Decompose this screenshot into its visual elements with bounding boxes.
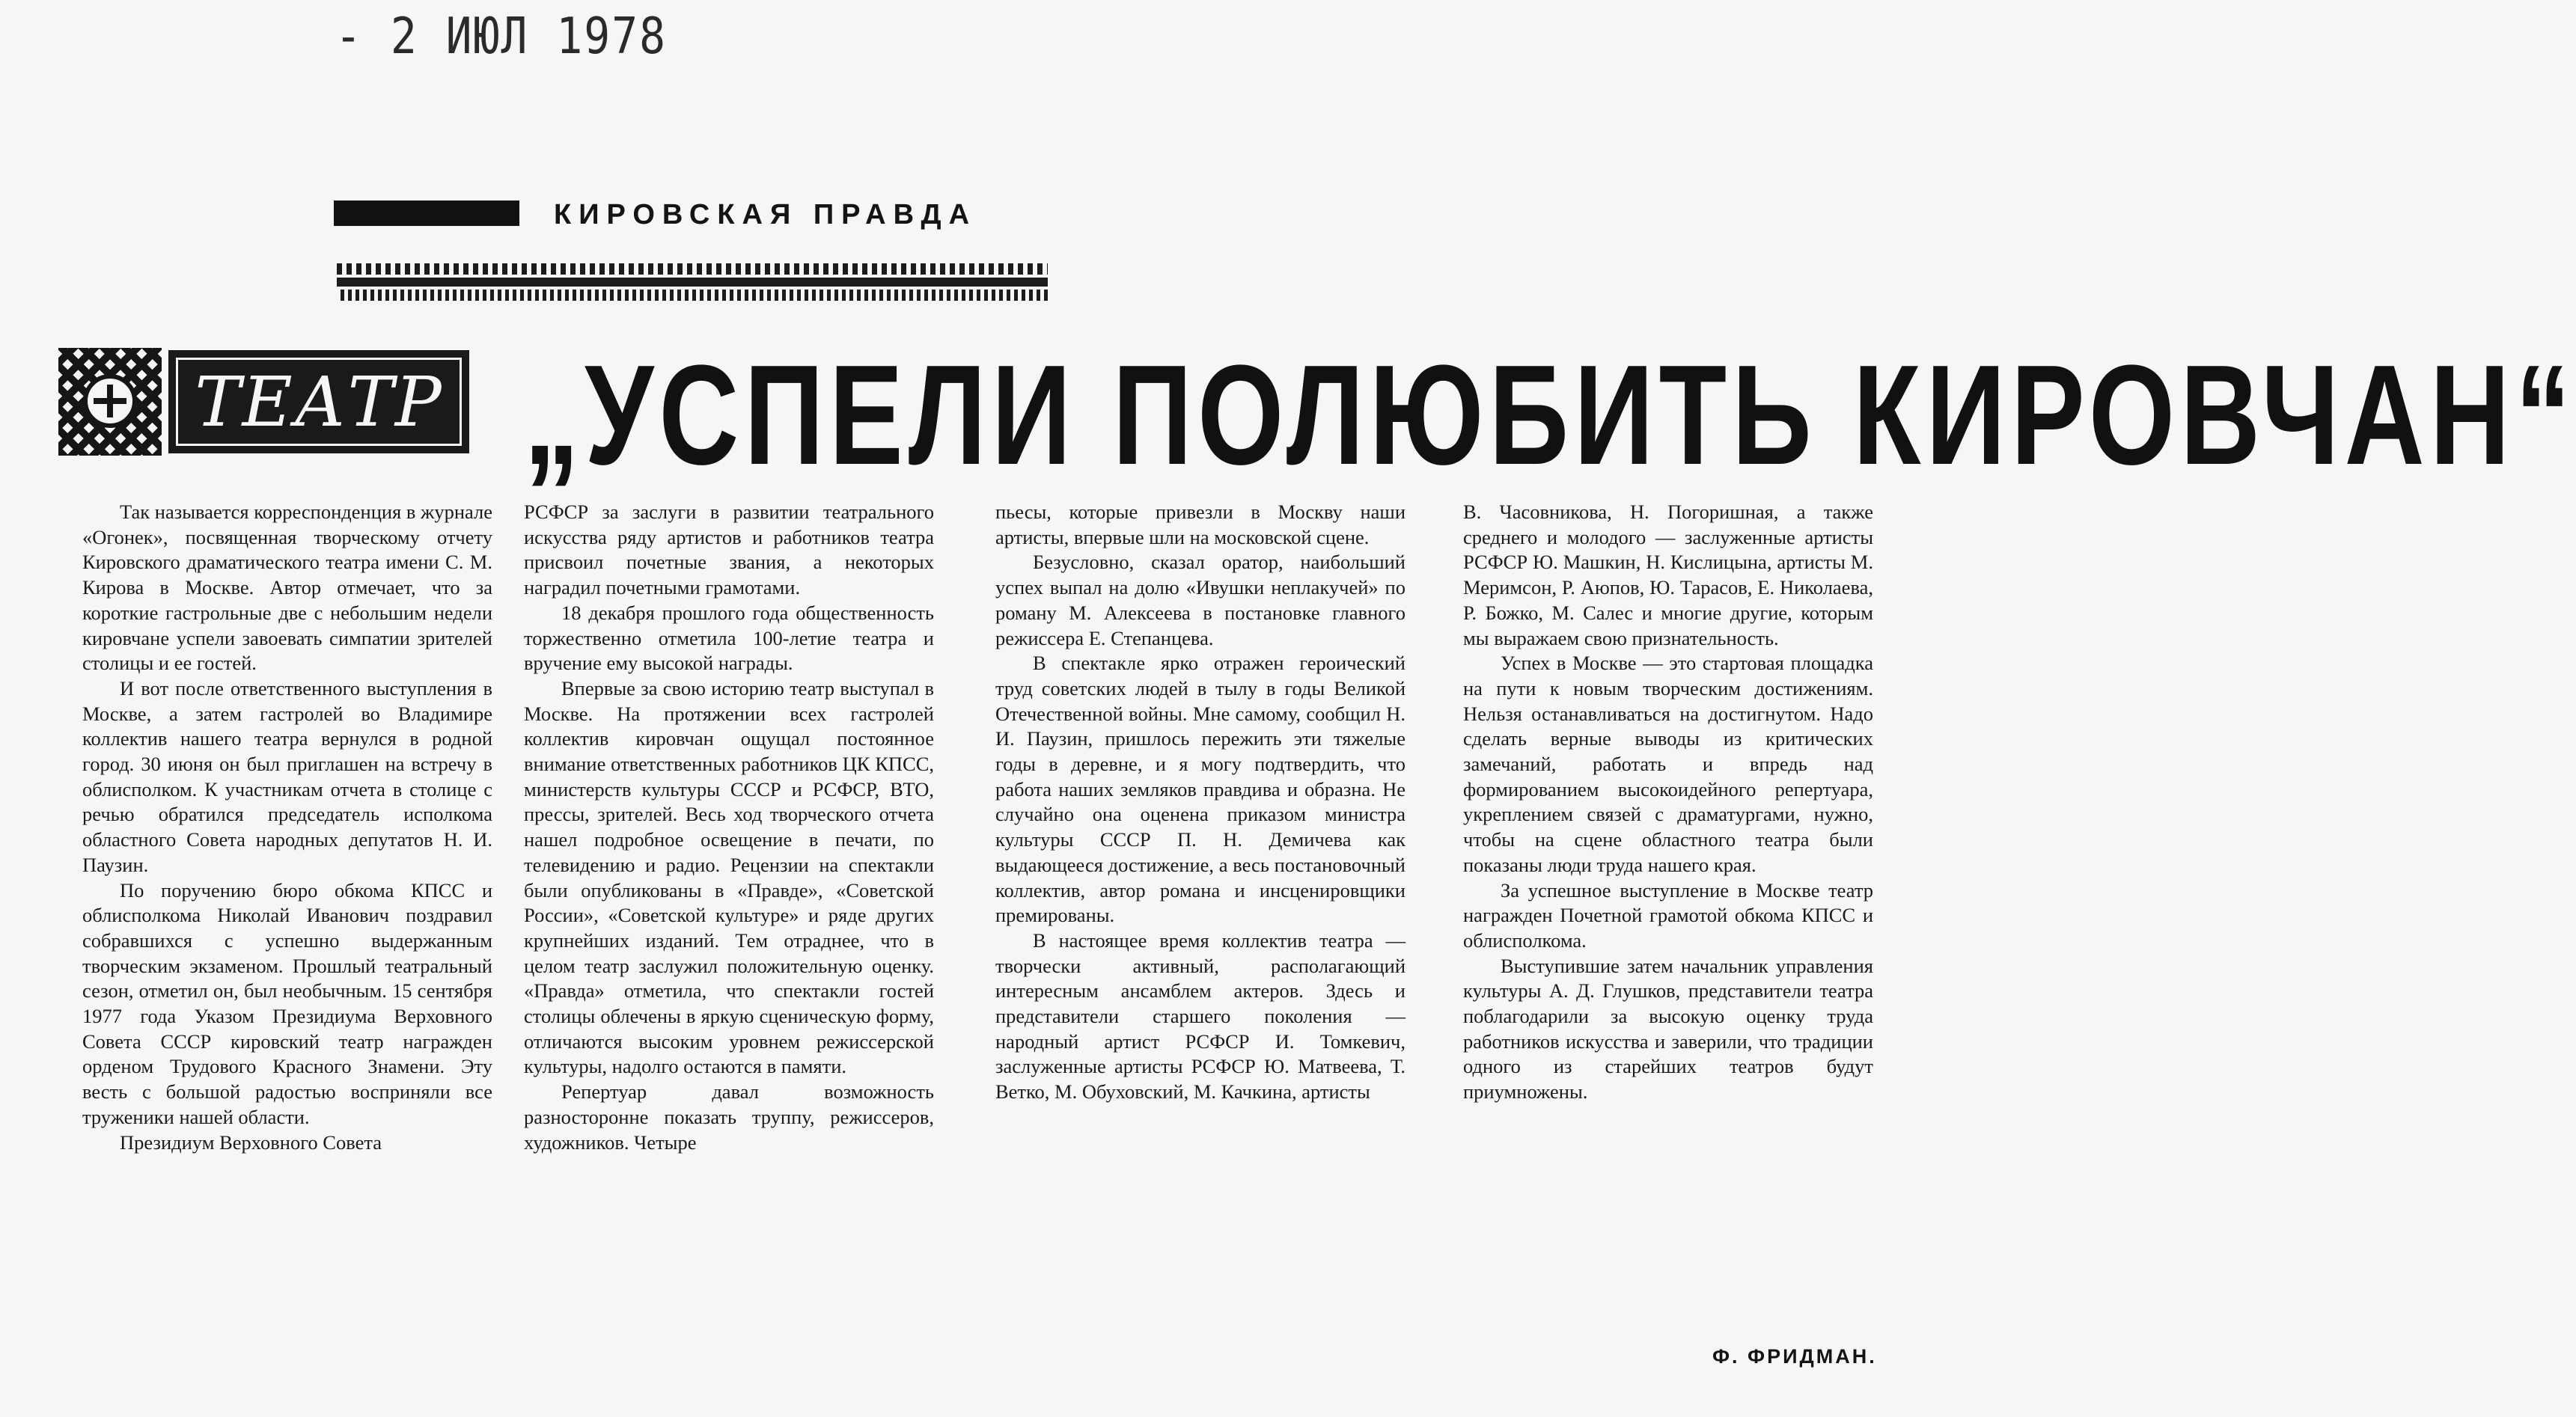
paragraph: В. Часовникова, Н. Погоришная, а также среднего и молодого — заслуженные артисты РСФСР Ю. Машкин, Н. Кислицына, артисты М. Меримсон, Р. Аюпов, Ю. Тарасов, Е. Николаева, Р. Божко, М. Салес и многие другие, которым мы выражаем свою признательность. — [1463, 501, 1873, 649]
article-column-2 — [524, 500, 934, 1155]
paragraph: За успешное выступление в Москве театр награжден Почетной грамотой обкома КПСС и облисполкома. — [1463, 878, 1873, 952]
rubric-label: ТЕАТР — [195, 361, 443, 442]
rubric-label-box — [168, 350, 469, 453]
author-signature: Ф. ФРИДМАН. — [1712, 1345, 1877, 1368]
ornament-rule — [337, 263, 1048, 301]
article-column-4 — [1463, 500, 1873, 1105]
paragraph: Выступившие затем начальник управления культуры А. Д. Глушков, представители театра поблагодарили за высокую оценку труда работников искусства и заверили, что традиции одного из старейших театров будут приумножены. — [1463, 954, 1873, 1104]
paragraph: Успех в Москве — это стартовая площадка на пути к новым творческим достижениям. Нельзя останавливаться на достигнутом. Надо сделать верные выводы из критических замечаний, работать и впредь над формированием высокоидейного репертуара, укреплением связей с драматургами, нужно, чтобы на сцене областного театра были показаны люди труда нашего края. — [1463, 652, 1873, 876]
rubric-ornament-icon — [58, 348, 162, 456]
paragraph: РСФСР за заслуги в развитии театрального искусства ряду артистов и работников театра присвоил почетные звания, а некоторых наградил почетными грамотами. — [524, 501, 934, 599]
paragraph: 18 декабря прошлого года общественность торжественно отметила 100-летие театра и вручение ему высокой награды. — [524, 601, 934, 675]
paragraph: И вот после ответственного выступления в Москве, а затем гастролей во Владимире коллектив нашего театра вернулся в родной город. 30 июня он был приглашен на встречу в облисполком. К участникам отчета в столице с речью обратился председатель исполкома областного Совета народных депутатов Н. И. Паузин. — [82, 676, 492, 876]
paragraph: В настоящее время коллектив театра — творчески активный, располагающий интересным ансамблем актеров. Здесь и представители старшего поколения — народный артист РСФСР И. Томкевич, заслуженные артисты РСФСР Ю. Матвеева, Т. Ветко, М. Обуховский, М. Качкина, артисты — [995, 928, 1405, 1104]
newspaper-title: КИРОВСКАЯ ПРАВДА — [554, 199, 977, 230]
paragraph: По поручению бюро обкома КПСС и облисполкома Николай Иванович поздравил собравшихся с успешно выдержанным творческим экзаменом. Прошлый театральный сезон, отметил он, был необычным. 15 сентября 1977 года Указом Президиума Верховного Совета СССР кировский театр награжден орденом Трудового Красного Знамени. Эту весть с большой радостью восприняли все труженики нашей области. — [82, 878, 492, 1128]
article-headline: „УСПЕЛИ ПОЛЮБИТЬ КИРОВЧАН“ — [524, 336, 2576, 495]
article-column-3 — [995, 500, 1405, 1105]
paragraph: пьесы, которые привезли в Москву наши артисты, впервые шли на московской сцене. — [995, 501, 1405, 548]
paragraph: Впервые за свою историю театр выступал в Москве. На протяжении всех гастролей коллектив кировчан ощущал постоянное внимание ответственных работников ЦК КПСС, министерств культуры СССР и РСФСР, ВТО, прессы, зрителей. Весь ход творческого отчета нашел подробное освещение в печати, по телевидению и радио. Рецензии на спектакли были опубликованы в «Правде», «Советской России», «Советской культуре» и ряде других крупнейших изданий. Тем отраднее, что в целом театр заслужил положительную оценку. «Правда» отметила, что спектакли гостей столицы облечены в яркую сценическую форму, отличаются высоким уровнем режиссерской культуры, надолго остаются в памяти. — [524, 676, 934, 1078]
paragraph: Репертуар давал возможность разносторонне показать труппу, режиссеров, художников. Четыре — [524, 1080, 934, 1154]
date-stamp: - 2 ИЮЛ 1978 — [335, 6, 668, 66]
paragraph: Президиум Верховного Совета — [120, 1130, 382, 1154]
paragraph: В спектакле ярко отражен героический труд советских людей в тылу в годы Великой Отечественной войны. Мне самому, сообщил Н. И. Паузин, пришлось пережить эти тяжелые годы в деревне, и я могу подтвердить, что работа наших земляков правдива и образна. Не случайно она оценена приказом министра культуры СССР П. Н. Демичева как выдающееся достижение, а весь постановочный коллектив, автор романа и инсценировщики премированы. — [995, 652, 1405, 927]
paragraph: Безусловно, сказал оратор, наибольший успех выпал на долю «Ивушки неплакучей» по роману М. Алексеева в постановке главного режиссера Е. Степанцева. — [995, 551, 1405, 649]
masthead-bar — [334, 201, 519, 226]
paragraph: Так называется корреспонденция в журнале «Огонек», посвященная творческому отчету Кировского драматического театра имени С. М. Кирова в Москве. Автор отмечает, что за короткие гастрольные две с небольшим недели кировчане успели завоевать симпатии зрителей столицы и ее гостей. — [82, 501, 492, 675]
article-column-1 — [82, 500, 492, 1155]
